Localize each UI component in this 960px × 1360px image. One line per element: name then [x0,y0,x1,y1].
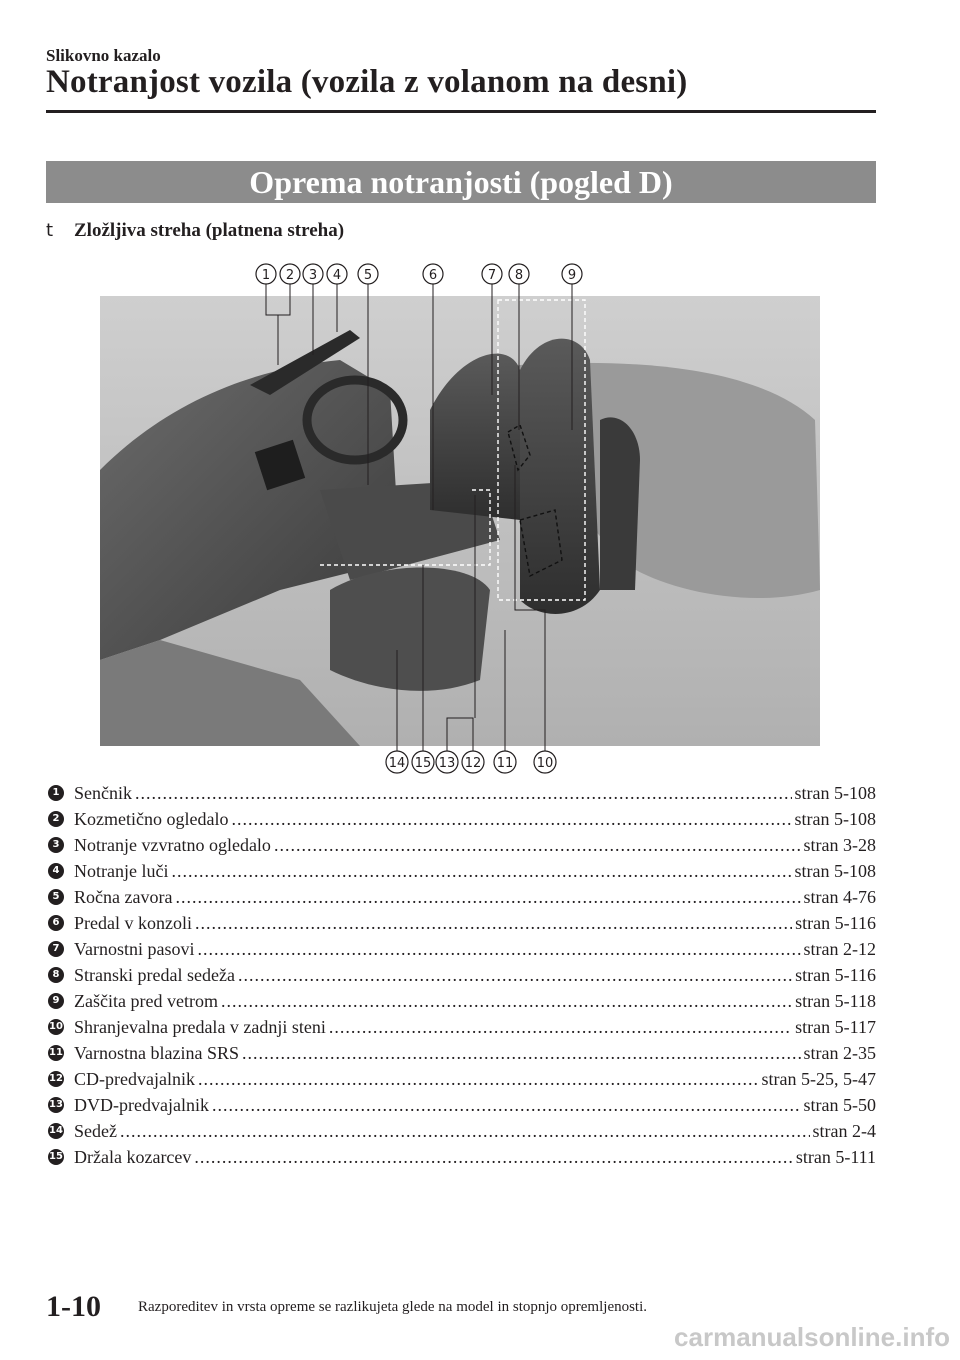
legend-page-ref: stran 5-50 [803,1095,876,1115]
legend-item [46,1144,876,1170]
legend-label: Shranjevalna predala v zadnji steni [74,1017,326,1037]
leader-dots [194,1144,792,1170]
callout-13: 13 [438,756,456,771]
legend-number-icon: 14 [48,1123,64,1139]
interior-illustration [100,260,820,780]
callout-9: 9 [567,268,577,283]
legend-item [46,806,876,832]
subheading [46,220,344,242]
legend-label: CD-predvajalnik [74,1069,195,1089]
leader-dots [120,1118,810,1144]
leader-dots [329,1014,792,1040]
leader-dots [175,884,800,910]
legend-item [46,858,876,884]
legend-page-ref: stran 3-28 [803,835,876,855]
leader-dots [238,962,792,988]
legend-number-icon: 10 [48,1019,64,1035]
legend-page-ref: stran 5-117 [795,1017,876,1037]
legend-number-icon: 11 [48,1045,64,1061]
callouts-bottom [386,751,556,773]
leader-dots [274,832,801,858]
legend-number-icon: 8 [48,967,64,983]
callout-12: 12 [464,756,482,771]
legend-label: Senčnik [74,783,132,803]
legend-number-icon: 6 [48,915,64,931]
callout-15: 15 [414,756,432,771]
legend-number-icon: 5 [48,889,64,905]
legend-number-icon: 4 [48,863,64,879]
legend-number-icon: 12 [48,1071,64,1087]
leader-dots [195,910,792,936]
callout-7: 7 [487,268,497,283]
callout-6: 6 [428,268,438,283]
legend-label: Varnostni pasovi [74,939,195,959]
leader-dots [212,1092,801,1118]
legend-label: Stranski predal sedeža [74,965,235,985]
leader-dots [198,936,801,962]
callout-1: 1 [261,268,271,283]
watermark: carmanualsonline.info [674,1322,950,1352]
legend-page-ref: stran 5-108 [794,809,876,829]
legend-page-ref: stran 2-12 [803,939,876,959]
bullet-icon: t [46,220,54,241]
callout-14: 14 [388,756,406,771]
legend-page-ref: stran 5-108 [794,861,876,881]
callout-5: 5 [363,268,373,283]
legend-number-icon: 7 [48,941,64,957]
title-rule [46,110,876,113]
leader-dots [135,780,792,806]
legend-page-ref: stran 5-108 [794,783,876,803]
legend-label: DVD-predvajalnik [74,1095,209,1115]
legend-number-icon: 13 [48,1097,64,1113]
legend-item [46,832,876,858]
legend-label: Držala kozarcev [74,1147,192,1167]
callouts-top [256,264,582,284]
legend-item [46,1014,876,1040]
legend-item [46,1092,876,1118]
callout-8: 8 [514,268,524,283]
legend-item [46,962,876,988]
subheading-text: Zložljiva streha (platnena streha) [74,220,345,241]
legend-label: Predal v konzoli [74,913,192,933]
legend-label: Ročna zavora [74,887,173,907]
legend-item [46,1066,876,1092]
leader-dots [221,988,792,1014]
section-label: Slikovno kazalo [46,46,161,65]
callout-2: 2 [285,268,295,283]
legend-item [46,988,876,1014]
legend-item [46,910,876,936]
legend-item [46,1040,876,1066]
legend-list [46,780,876,1170]
leader-dots [171,858,791,884]
leader-dots [198,1066,759,1092]
legend-page-ref: stran 5-25, 5-47 [761,1069,876,1089]
legend-page-ref: stran 4-76 [803,887,876,907]
section-banner: Oprema notranjosti (pogled D) [46,161,876,203]
headrest-right [600,417,640,590]
legend-item [46,884,876,910]
legend-item [46,1118,876,1144]
legend-item [46,936,876,962]
passenger-seat [520,339,600,614]
leader-dots [242,1040,801,1066]
legend-label: Zaščita pred vetrom [74,991,218,1011]
legend-number-icon: 2 [48,811,64,827]
callout-11: 11 [496,756,514,771]
legend-item [46,780,876,806]
legend-page-ref: stran 5-116 [795,965,876,985]
legend-label: Kozmetično ogledalo [74,809,229,829]
legend-number-icon: 9 [48,993,64,1009]
legend-page-ref: stran 5-116 [795,913,876,933]
page-number: 1-10 [46,1290,101,1323]
legend-label: Notranje luči [74,861,169,881]
legend-page-ref: stran 2-35 [803,1043,876,1063]
legend-number-icon: 1 [48,785,64,801]
legend-label: Notranje vzvratno ogledalo [74,835,271,855]
leader-dots [231,806,791,832]
callout-10: 10 [536,756,554,771]
legend-label: Sedež [74,1121,117,1141]
legend-page-ref: stran 2-4 [812,1121,876,1141]
seat-cushion [330,568,490,691]
callout-3: 3 [308,268,318,283]
legend-page-ref: stran 5-111 [795,1147,876,1167]
page-title: Notranjost vozila (vozila z volanom na desni) [46,64,688,100]
legend-number-icon: 15 [48,1149,64,1165]
legend-page-ref: stran 5-118 [795,991,876,1011]
legend-label: Varnostna blazina SRS [74,1043,239,1063]
callout-4: 4 [332,268,342,283]
legend-number-icon: 3 [48,837,64,853]
footnote: Razporeditev in vrsta opreme se razlikujeta glede na model in stopnjo opremljenosti. [138,1299,648,1315]
